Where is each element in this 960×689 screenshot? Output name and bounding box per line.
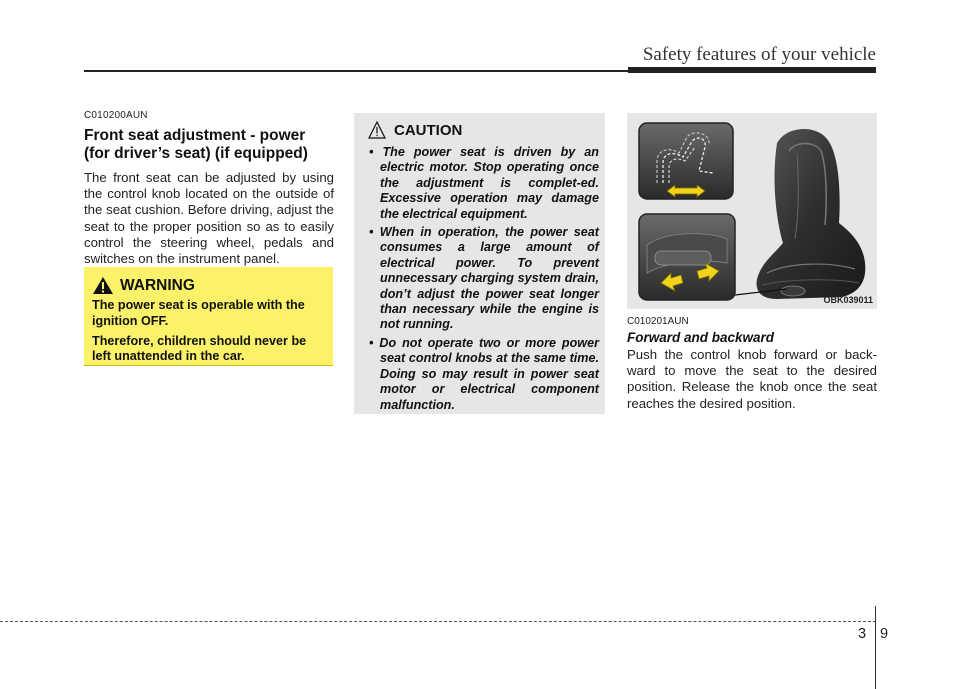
- header-rule-accent: [628, 67, 876, 73]
- caution-title-row: [368, 121, 599, 139]
- warning-triangle-icon: [92, 276, 114, 295]
- warning-line-2: Therefore, children should never be left unattended in the car.: [92, 333, 307, 364]
- section-heading: [84, 127, 334, 163]
- caution-box: [354, 113, 605, 414]
- caution-item-2: • When in operation, the power seat consumes a large amount of electrical power. To prevent unnecessary charging system drain, don’t adjust the power seat longer than necessary while the engine is not running.: [369, 225, 599, 332]
- power-seat-figure: [627, 113, 877, 309]
- warning-title-row: [92, 276, 325, 295]
- subsection-body: Push the control knob forward or back-ward to move the seat to the desired position. Release the knob once the seat reaches the desired position.: [627, 347, 877, 411]
- section-heading-line2: (for driver’s seat) (if equipped): [84, 145, 308, 162]
- page-number: 9: [880, 626, 889, 642]
- seat-motion-inset: [639, 123, 733, 199]
- warning-title: WARNING: [120, 276, 195, 294]
- caution-item-3: • Do not operate two or more power seat control knobs at the same time. Doing so may result in power seat motor or electrical component malfunction.: [369, 335, 599, 412]
- section-code: C010200AUN: [84, 110, 148, 121]
- caution-list: [362, 145, 599, 413]
- caution-item-1: • The power seat is driven by an electric motor. Stop operating once the adjustment is complet-ed. Excessive operation may damage the electrical equipment.: [369, 145, 599, 221]
- seat-drawing: [735, 129, 865, 299]
- caution-title: CAUTION: [394, 121, 463, 139]
- section-title: Safety features of your vehicle: [642, 44, 876, 65]
- subsection-code: C010201AUN: [627, 316, 689, 327]
- seat-illustration: [627, 113, 877, 309]
- caution-triangle-icon: [368, 121, 386, 139]
- footer-divider: [875, 606, 876, 689]
- figure-code: OBK039011: [823, 295, 873, 305]
- warning-box: [84, 267, 333, 366]
- chapter-number: 3: [858, 626, 867, 642]
- warning-line-1: The power seat is operable with the ignition OFF.: [92, 298, 305, 328]
- footer-rule: [0, 621, 876, 622]
- subsection-heading: Forward and backward: [627, 330, 775, 345]
- section-heading-line1: Front seat adjustment - power: [84, 127, 306, 144]
- left-column: [84, 110, 334, 267]
- section-body: The front seat can be adjusted by using the control knob located on the outside of the seat cushion. Before driving, adjust the seat to the proper position so as to easily control the steering wheel, pedals and switches on the instrument panel.: [84, 170, 334, 267]
- control-knob-inset: [639, 214, 735, 300]
